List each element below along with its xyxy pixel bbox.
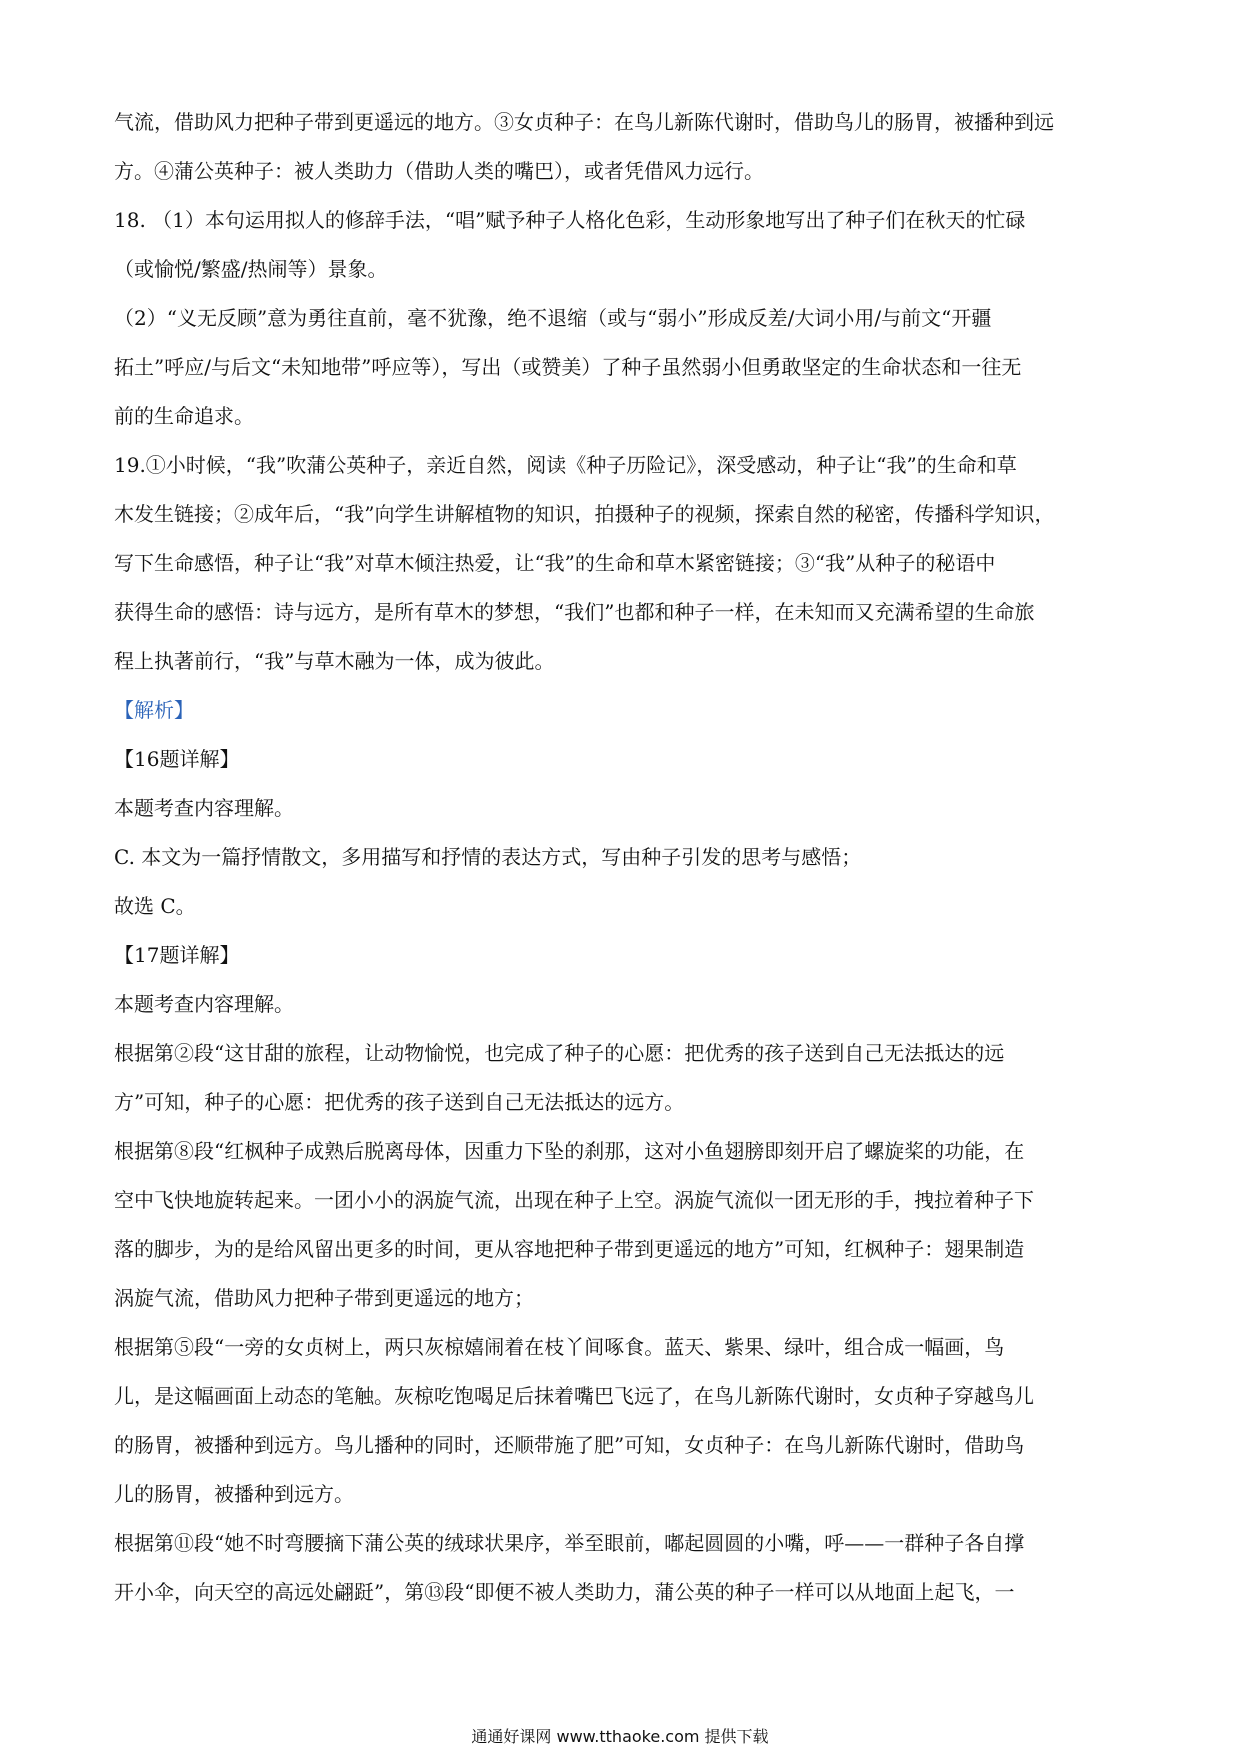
text-line: 木发生链接；②成年后，“我”向学生讲解植物的知识，拍摄种子的视频，探索自然的秘密，传播科学知识，: [114, 502, 1055, 526]
q16-heading: 【16题详解】: [114, 747, 240, 771]
text-line: C. 本文为一篇抒情散文，多用描写和抒情的表达方式，写由种子引发的思考与感悟；: [114, 845, 862, 869]
text-line: 根据第⑤段“一旁的女贞树上，两只灰椋嬉闹着在枝丫间啄食。蓝天、紫果、绿叶，组合成一幅画，鸟: [114, 1335, 1005, 1359]
text-line: 开小伞，向天空的高远处翩跹”，第⑬段“即便不被人类助力，蒲公英的种子一样可以从地面上起飞，一: [114, 1580, 1015, 1604]
text-line: 本题考查内容理解。: [114, 796, 294, 820]
text-line: 空中飞快地旋转起来。一团小小的涡旋气流，出现在种子上空。涡旋气流似一团无形的手，拽拉着种子下: [114, 1188, 1034, 1212]
text-line: （2）“义无反顾”意为勇往直前，毫不犹豫，绝不退缩（或与“弱小”形成反差/大词小用/与前文“开疆: [114, 306, 992, 330]
text-line: 写下生命感悟，种子让“我”对草木倾注热爱，让“我”的生命和草木紧密链接；③“我”从种子的秘语中: [114, 551, 996, 575]
text-line: 根据第⑧段“红枫种子成熟后脱离母体，因重力下坠的刹那，这对小鱼翅膀即刻开启了螺旋桨的功能，在: [114, 1139, 1025, 1163]
text-line: 程上执著前行，“我”与草木融为一体，成为彼此。: [114, 649, 555, 673]
text-line: （或愉悦/繁盛/热闹等）景象。: [114, 257, 388, 281]
page-footer: 通通好课网 www.tthaoke.com 提供下载: [471, 1727, 769, 1746]
text-line: 方”可知，种子的心愿：把优秀的孩子送到自己无法抵达的远方。: [114, 1090, 685, 1114]
text-line: 拓土”呼应/与后文“未知地带”呼应等），写出（或赞美）了种子虽然弱小但勇敢坚定的生命状态和一往无: [114, 355, 1022, 379]
text-line: 儿的肠胃，被播种到远方。: [114, 1482, 354, 1506]
document-body: [114, 98, 1134, 1617]
text-line: 落的脚步，为的是给风留出更多的时间，更从容地把种子带到更遥远的地方”可知，红枫种子：翅果制造: [114, 1237, 1025, 1261]
text-line: 方。④蒲公英种子：被人类助力（借助人类的嘴巴），或者凭借风力远行。: [114, 159, 764, 183]
text-line: 根据第⑪段“她不时弯腰摘下蒲公英的绒球状果序，举至眼前，嘟起圆圆的小嘴，呼——一群种子各自撑: [114, 1531, 1025, 1555]
text-line: 故选 C。: [114, 894, 196, 918]
answer-19-line: 19.①小时候，“我”吹蒲公英种子，亲近自然，阅读《种子历险记》，深受感动，种子让“我”的生命和草: [114, 453, 1017, 477]
text-line: 的肠胃，被播种到远方。鸟儿播种的同时，还顺带施了肥”可知，女贞种子：在鸟儿新陈代谢时，借助鸟: [114, 1433, 1025, 1457]
text-line: 气流，借助风力把种子带到更遥远的地方。③女贞种子：在鸟儿新陈代谢时，借助鸟儿的肠胃，被播种到远: [114, 110, 1054, 134]
text-line: 获得生命的感悟：诗与远方，是所有草木的梦想，“我们”也都和种子一样，在未知而又充满希望的生命旅: [114, 600, 1035, 624]
text-line: 根据第②段“这甘甜的旅程，让动物愉悦，也完成了种子的心愿：把优秀的孩子送到自己无法抵达的远: [114, 1041, 1005, 1065]
text-line: 涡旋气流，借助风力把种子带到更遥远的地方；: [114, 1286, 534, 1310]
answer-18-line: 18. （1）本句运用拟人的修辞手法，“唱”赋予种子人格化色彩，生动形象地写出了种子们在秋天的忙碌: [114, 208, 1026, 232]
text-line: 前的生命追求。: [114, 404, 254, 428]
text-line: 儿，是这幅画面上动态的笔触。灰椋吃饱喝足后抹着嘴巴飞远了，在鸟儿新陈代谢时，女贞种子穿越鸟儿: [114, 1384, 1034, 1408]
q17-heading: 【17题详解】: [114, 943, 240, 967]
analysis-heading: 【解析】: [114, 698, 194, 722]
text-line: 本题考查内容理解。: [114, 992, 294, 1016]
